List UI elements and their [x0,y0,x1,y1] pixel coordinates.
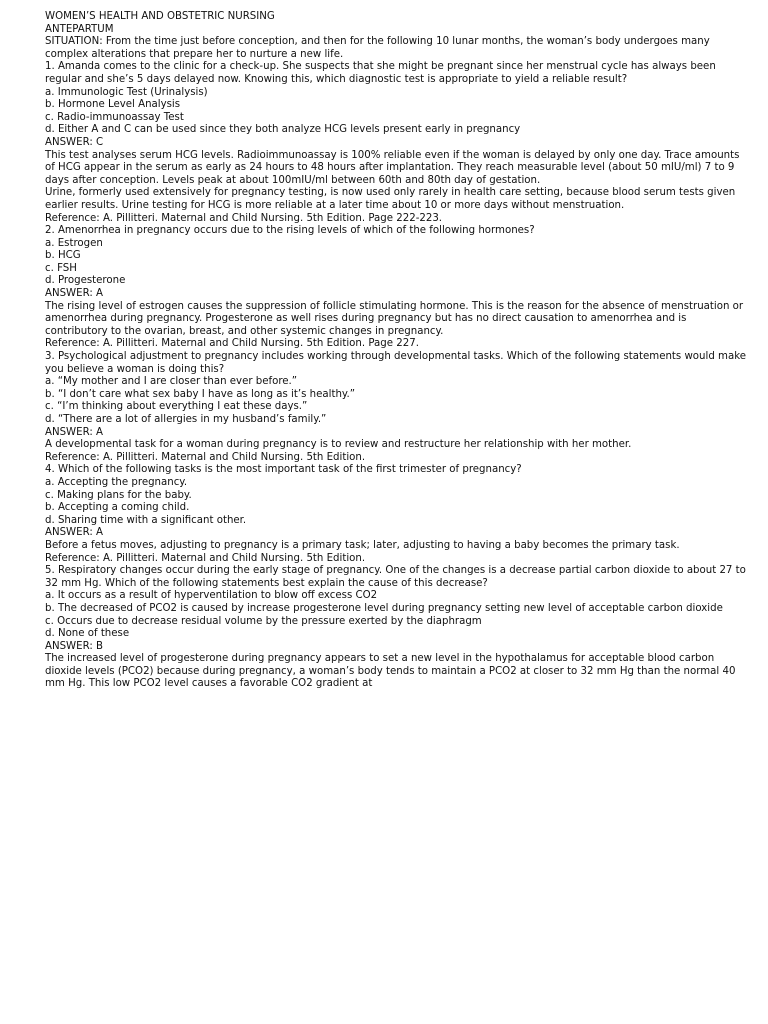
document-text-line: b. Hormone Level Analysis [45,99,181,111]
document-text-line: Urine, formerly used extensively for pregnancy testing, is now used only rarely in health care setting, because blood serum tests given earlier results. Urine testing for HCG is more reliable at a later time about 10 or more days without menstruation. [45,187,736,211]
document-text-line: d. “There are a lot of allergies in my husband’s family.” [45,414,327,425]
document-text-line: 4. Which of the following tasks is the most important task of the first trimester of pregnancy? [45,464,522,476]
document-text-line: d. Either A and C can be used since they both analyze HCG levels present early in pregnancy [45,124,521,136]
document-text-line: 2. Amenorrhea in pregnancy occurs due to the rising levels of which of the following hormones? [45,225,535,237]
document-text-line: Reference: A. Pillitteri. Maternal and Child Nursing. 5th Edition. [45,552,366,564]
document-text-line: d. None of these [45,628,130,640]
document-text-line: a. Estrogen [45,237,103,249]
document-text-line: a. It occurs as a result of hyperventilation to blow off excess CO2 [45,590,378,602]
document-text-line: ANSWER: A [45,527,103,539]
document-text-line: a. Immunologic Test (Urinalysis) [45,86,208,98]
document-text-line: b. HCG [45,250,81,262]
document-text-line: c. Making plans for the baby. [45,489,192,501]
document-text-line: 1. Amanda comes to the clinic for a check-up. She suspects that she might be pregnant since her menstrual cycle has always been regular and she’s 5 days delayed now. Knowing this, which diagnostic test is appropriate to yield a reliable result? [45,61,716,85]
document-text-line: c. Occurs due to decrease residual volume by the pressure exerted by the diaphragm [45,615,482,627]
document-text-line: WOMEN’S HEALTH AND OBSTETRIC NURSING [45,11,275,22]
document-text-line: 3. Psychological adjustment to pregnancy includes working through developmental tasks. Which of the following statements would make you believe a woman is doing this? [45,351,747,375]
document-text-line: b. The decreased of PCO2 is caused by increase progesterone level during pregnancy setting new level of acceptable carbon dioxide [45,602,723,614]
document-text-line: SITUATION: From the time just before conception, and then for the following 10 lunar months, the woman’s body undergoes many complex alterations that prepare her to nurture a new life. [45,36,710,60]
document-text-line: This test analyses serum HCG levels. Radioimmunoassay is 100% reliable even if the woman is delayed by only one day. Trace amounts of HCG appear in the serum as early as 24 hours to 48 hours after implantation. They reach measurable level (about 50 mIU/ml) 7 to 9 days after conception. Levels peak at about 100mIU/ml between 60th and 80th day of gestation. [45,149,740,186]
document-text-line: a. “My mother and I are closer than ever before.” [45,376,298,388]
document-text-line: ANTEPARTUM [45,23,114,35]
document-body [45,11,748,691]
document-text-line: c. “I’m thinking about everything I eat these days.” [45,401,308,413]
document-text-line: ANSWER: B [45,640,103,652]
document-text-line: ANSWER: A [45,288,103,300]
document-text-line: c. FSH [45,262,77,274]
document-text-line: ANSWER: A [45,426,103,438]
document-text-line: d. Sharing time with a significant other. [45,514,247,526]
document-text-line: The increased level of progesterone during pregnancy appears to set a new level in the hypothalamus for acceptable blood carbon dioxide levels (PCO2) because during pregnancy, a woman’s body tends to maintain a PCO2 at closer to 32 mm Hg than the normal 40 mm Hg. This low PCO2 level causes a favorable CO2 gradient at [45,653,736,690]
document-text-line: a. Accepting the pregnancy. [45,476,188,488]
document-text-line: 5. Respiratory changes occur during the early stage of pregnancy. One of the changes is a decrease partial carbon dioxide to about 27 to 32 mm Hg. Which of the following statements best explain the cause of this decrease? [45,565,746,589]
document-text-line: A developmental task for a woman during pregnancy is to review and restructure her relationship with her mother. [45,439,632,451]
document-text-line: ANSWER: C [45,136,104,148]
document-text-line: Reference: A. Pillitteri. Maternal and Child Nursing. 5th Edition. Page 222-223. [45,212,443,224]
document-text-line: c. Radio-immunoassay Test [45,111,184,123]
document-text-line: Reference: A. Pillitteri. Maternal and Child Nursing. 5th Edition. [45,451,366,463]
document-text-line: b. “I don’t care what sex baby I have as long as it’s healthy.” [45,388,356,400]
document-text-line: Reference: A. Pillitteri. Maternal and Child Nursing. 5th Edition. Page 227. [45,338,419,350]
document-text-line: d. Progesterone [45,275,126,287]
document-text-line: The rising level of estrogen causes the suppression of follicle stimulating hormone. This is the reason for the absence of menstruation or amenorrhea during pregnancy. Progesterone as well rises during pregnancy but has no direct causation to amenorrhea and is contributory to the ovarian, breast, and other systemic changes in pregnancy. [45,300,744,337]
document-text-line: b. Accepting a coming child. [45,502,190,514]
document-text-line: Before a fetus moves, adjusting to pregnancy is a primary task; later, adjusting to having a baby becomes the primary task. [45,539,680,551]
